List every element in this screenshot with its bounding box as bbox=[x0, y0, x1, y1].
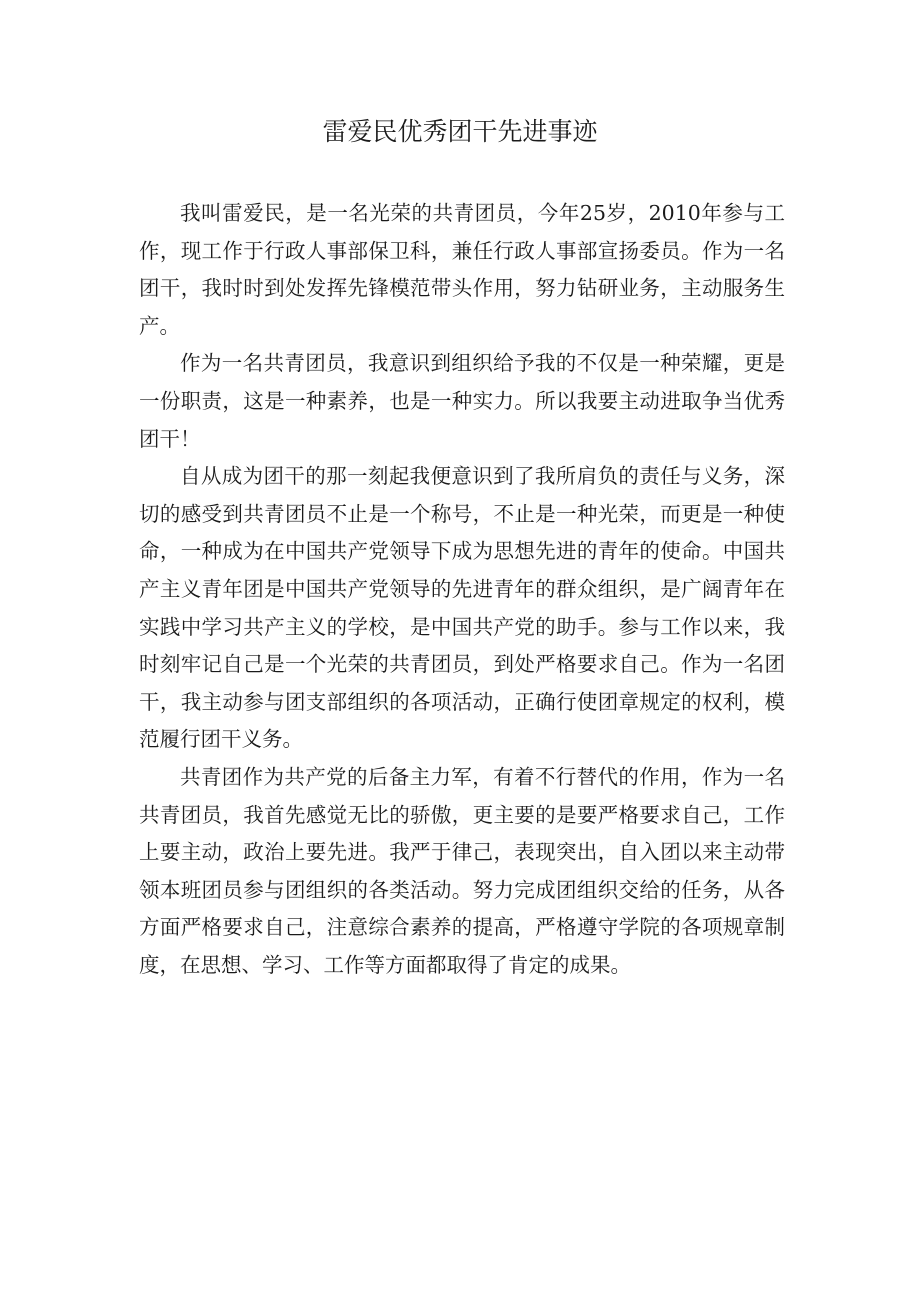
paragraph-4: 共青团作为共产党的后备主力军，有着不行替代的作用，作为一名共青团员，我首先感觉无比的骄傲，更主要的是要严格要求自己，工作上要主动，政治上要先进。我严于律己，表现突出，自入团以来主动带领本班团员参与团组织的各类活动。努力完成团组织交给的任务，从各方面严格要求自己，注意综合素养的提高，严格遵守学院的各项规章制度，在思想、学习、工作等方面都取得了肯定的成果。 bbox=[139, 764, 785, 977]
document-body bbox=[139, 195, 785, 984]
paragraph-3: 自从成为团干的那一刻起我便意识到了我所肩负的责任与义务，深切的感受到共青团员不止是一个称号，不止是一种光荣，而更是一种使命，一种成为在中国共产党领导下成为思想先进的青年的使命。中国共产主义青年团是中国共产党领导的先进青年的群众组织，是广阔青年在实践中学习共产主义的学校，是中国共产党的助手。参与工作以来，我时刻牢记自己是一个光荣的共青团员，到处严格要求自己。作为一名团干，我主动参与团支部组织的各项活动，正确行使团章规定的权利，模范履行团干义务。 bbox=[139, 464, 785, 752]
document-title: 雷爱民优秀团干先进事迹 bbox=[322, 117, 598, 146]
paragraph-1: 我叫雷爱民，是一名光荣的共青团员，今年25岁，2010年参与工作，现工作于行政人事部保卫科，兼任行政人事部宣扬委员。作为一名团干，我时时到处发挥先锋模范带头作用，努力钻研业务，主动服务生产。 bbox=[139, 201, 785, 338]
paragraph-2: 作为一名共青团员，我意识到组织给予我的不仅是一种荣耀，更是一份职责，这是一种素养，也是一种实力。所以我要主动进取争当优秀团干！ bbox=[139, 351, 785, 451]
